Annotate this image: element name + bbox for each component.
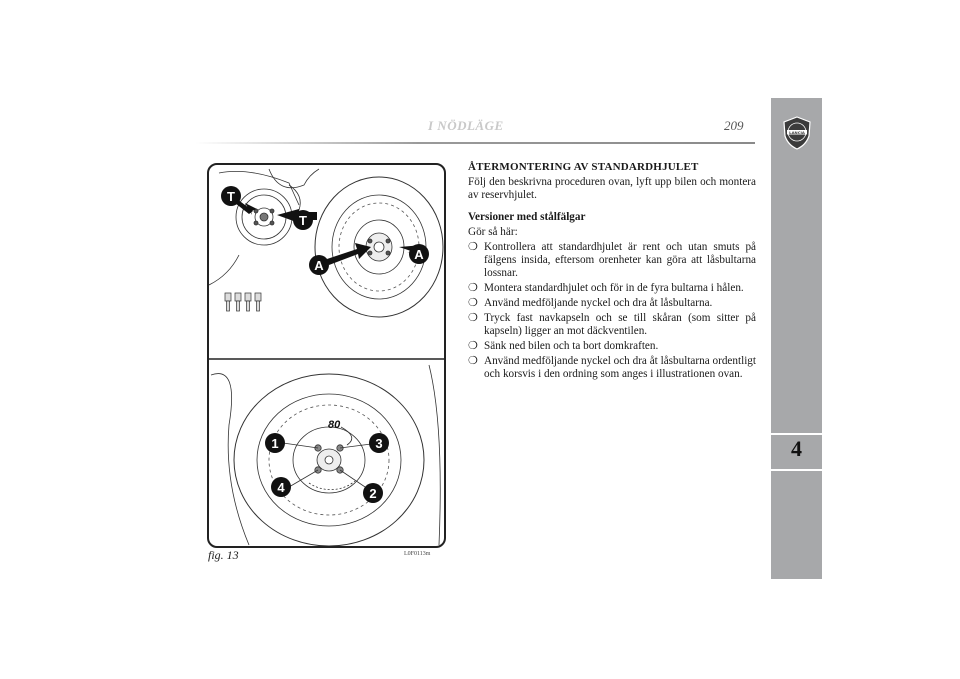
step-text: Tryck fast navkapseln och se till skåran (som sitter på kapseln) ligger an mot däckventilen.: [484, 312, 756, 337]
list-item: [468, 355, 756, 381]
bullet-icon: ❍: [468, 312, 478, 324]
list-item: [468, 282, 756, 295]
steps-list: [468, 241, 756, 381]
callout-4: [271, 477, 291, 497]
page-number: 209: [724, 118, 744, 133]
figure-code: L0F0113m: [404, 551, 431, 557]
step-text: Använd medföljande nyckel och dra åt låsbultarna ordentligt och korsvis i den ordning som anges i illustrationen ovan.: [484, 355, 756, 380]
step-text: Sänk ned bilen och ta bort domkraften.: [484, 340, 659, 352]
bullet-icon: ❍: [468, 355, 478, 367]
bullet-icon: ❍: [468, 340, 478, 352]
list-item: [468, 312, 756, 338]
chapter-number: 4: [791, 436, 802, 461]
callout-a1: [309, 255, 329, 275]
list-item: [468, 297, 756, 310]
callout-2: [363, 483, 383, 503]
bullet-icon: ❍: [468, 297, 478, 309]
callout-3: [369, 433, 389, 453]
intro-paragraph: Följ den beskrivna proceduren ovan, lyft upp bilen och montera av reservhjulet.: [468, 176, 756, 201]
bullet-icon: ❍: [468, 241, 478, 253]
section-title: ÅTERMONTERING AV STANDARDHJULET: [468, 161, 699, 173]
logo-text: LANCIA: [789, 129, 805, 135]
subheading: Versioner med stålfälgar: [468, 211, 586, 223]
label-n4: 4: [277, 480, 285, 495]
list-item: [468, 241, 756, 280]
torque-label: [328, 419, 341, 431]
header-rule: [195, 142, 755, 144]
step-text: Använd medföljande nyckel och dra åt låsbultarna.: [484, 297, 713, 309]
chapter-sidebar: [771, 98, 822, 579]
callout-a2: [409, 244, 429, 264]
label-t1: T: [227, 189, 235, 204]
wheel-illustration: [207, 163, 446, 548]
label-a2: A: [414, 247, 424, 262]
top-panel: [209, 169, 443, 317]
label-torque: 80: [328, 419, 341, 431]
label-n3: 3: [375, 436, 383, 451]
label-n1: 1: [271, 436, 279, 451]
chapter-title: I NÖDLÄGE: [428, 118, 504, 133]
figure-caption: fig. 13: [208, 548, 239, 562]
label-t2: T: [299, 213, 307, 228]
bottom-panel: [211, 365, 440, 546]
label-n2: 2: [369, 486, 377, 501]
label-a1: A: [314, 258, 324, 273]
main-text: [468, 161, 756, 383]
callout-1: [265, 433, 285, 453]
step-text: Montera standardhjulet och för in de fyra bultarna i hålen.: [484, 282, 744, 294]
callout-t2: [293, 210, 313, 230]
step-text: Kontrollera att standardhjulet är rent och utan smuts på fälgens insida, eftersom orenheter kan göra att låsbultarna lossnar.: [484, 241, 756, 279]
callout-t1: [221, 186, 241, 206]
steps-intro: Gör så här:: [468, 226, 518, 238]
list-item: [468, 340, 756, 353]
bullet-icon: ❍: [468, 282, 478, 294]
lancia-logo-icon: [782, 116, 812, 150]
